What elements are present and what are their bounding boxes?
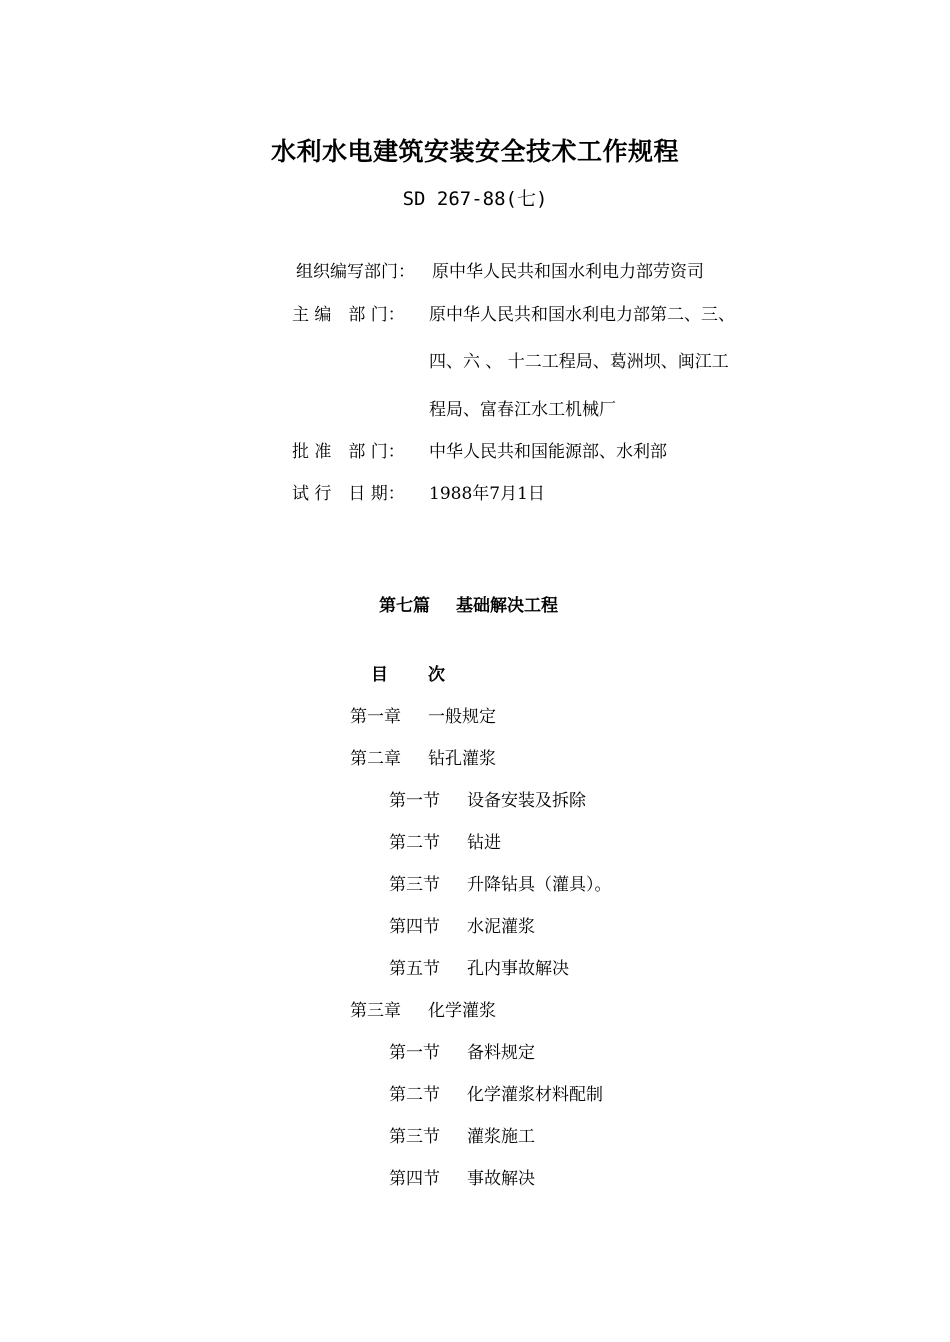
toc-section-name: 化学灌浆材料配制 bbox=[467, 1085, 603, 1105]
toc-section-number: 第三节 bbox=[389, 1127, 440, 1147]
toc-section-name: 灌浆施工 bbox=[467, 1127, 535, 1147]
approver-value: 中华人民共和国能源部、水利部 bbox=[429, 442, 667, 462]
toc-section-name: 孔内事故解决 bbox=[467, 959, 569, 979]
toc-section-number: 第四节 bbox=[389, 1169, 440, 1189]
editor-value-line2: 四、六 、 十二工程局、葛洲坝、闽江工 bbox=[429, 352, 729, 372]
toc-chapter-name: 钻孔灌浆 bbox=[428, 749, 496, 769]
trial-label: 试 行 日 期： bbox=[292, 484, 405, 504]
editor-value-line3: 程局、富春江水工机械厂 bbox=[429, 400, 616, 420]
toc-chapter-number: 第三章 bbox=[350, 1001, 401, 1021]
toc-section-name: 设备安装及拆除 bbox=[467, 791, 586, 811]
toc-chapter-name: 化学灌浆 bbox=[428, 1001, 496, 1021]
toc-section-name: 钻进 bbox=[467, 833, 501, 853]
toc-chapter-name: 一般规定 bbox=[428, 707, 496, 727]
toc-section-number: 第三节 bbox=[389, 875, 440, 895]
part-name: 基础解决工程 bbox=[456, 596, 558, 616]
toc-section-number: 第二节 bbox=[389, 1085, 440, 1105]
toc-chapter-number: 第一章 bbox=[350, 707, 401, 727]
toc-section-number: 第一节 bbox=[389, 1043, 440, 1063]
toc-section-name: 事故解决 bbox=[467, 1169, 535, 1189]
org-value: 原中华人民共和国水利电力部劳资司 bbox=[432, 262, 704, 282]
toc-heading-char2: 次 bbox=[428, 665, 445, 685]
editor-value-line1: 原中华人民共和国水利电力部第二、三、 bbox=[429, 305, 735, 325]
approver-label: 批 准 部 门： bbox=[292, 442, 405, 462]
toc-section-number: 第四节 bbox=[389, 917, 440, 937]
standard-code: SD 267-88(七) bbox=[402, 188, 548, 210]
toc-section-number: 第一节 bbox=[389, 791, 440, 811]
toc-section-name: 升降钻具（灌具）。 bbox=[467, 875, 612, 895]
org-label: 组织编写部门： bbox=[296, 262, 415, 282]
toc-chapter-number: 第二章 bbox=[350, 749, 401, 769]
toc-section-number: 第二节 bbox=[389, 833, 440, 853]
part-number: 第七篇 bbox=[379, 596, 430, 616]
toc-section-number: 第五节 bbox=[389, 959, 440, 979]
trial-value: 1988年7月1日 bbox=[429, 484, 545, 504]
toc-section-name: 备料规定 bbox=[467, 1043, 535, 1063]
toc-section-name: 水泥灌浆 bbox=[467, 917, 535, 937]
editor-label: 主 编 部 门： bbox=[292, 305, 405, 325]
toc-heading-char1: 目 bbox=[371, 665, 388, 685]
document-title: 水利水电建筑安装安全技术工作规程 bbox=[270, 137, 679, 166]
